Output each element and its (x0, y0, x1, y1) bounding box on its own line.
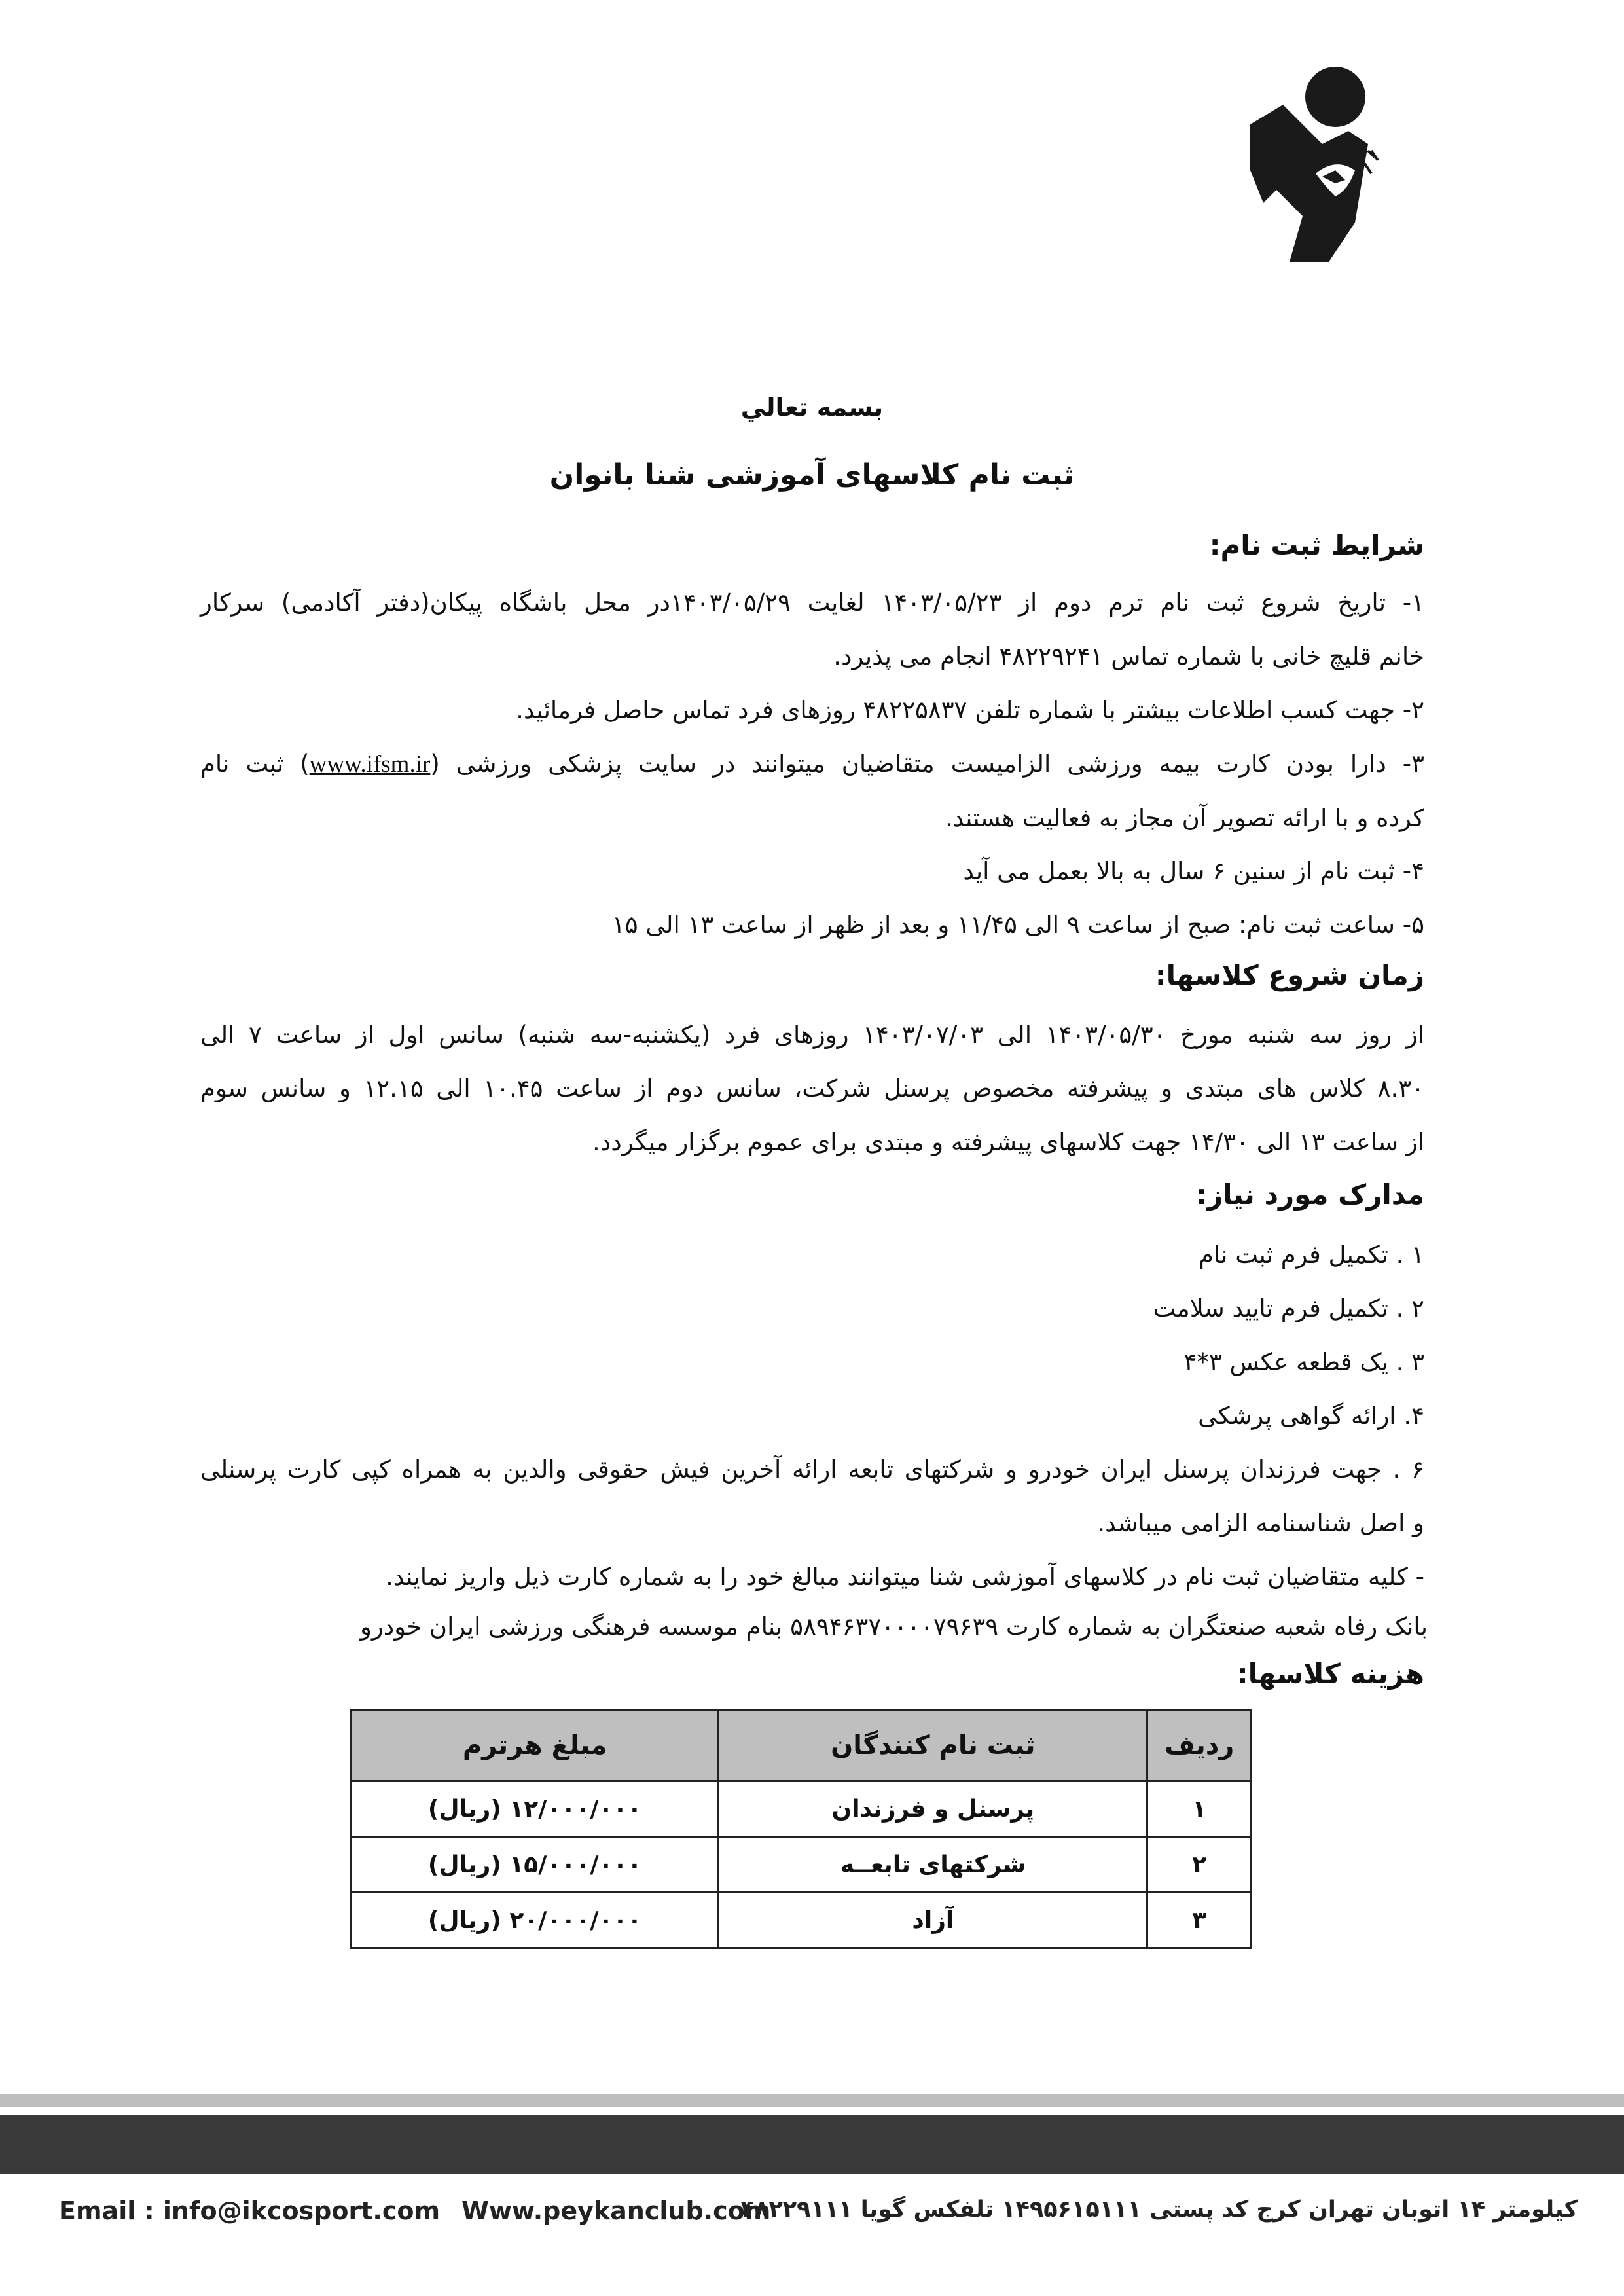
header-row-number: ردیف (1147, 1710, 1252, 1781)
documents-item-6-line-2: و اصل شناسنامه الزامی میباشد. (1097, 1509, 1424, 1537)
conditions-item-4: ۴- ثبت نام از سنین ۶ سال به بالا بعمل می آید (963, 857, 1424, 885)
table-row (352, 1837, 1252, 1893)
conditions-item-2: ۲- جهت کسب اطلاعات بیشتر با شماره تلفن ۴۸۲۲۵۸۳۷ روزهای فرد تماس حاصل فرمائید. (516, 696, 1424, 724)
documents-item-2: ۲ . تکمیل فرم تایید سلامت (1153, 1294, 1424, 1322)
start-time-line-1: از روز سه شنبه مورخ ۱۴۰۳/۰۵/۳۰ الی ۱۴۰۳/۰۷/۰۳ روزهای فرد (یکشنبه-سه شنبه) سانس اول از ساعت ۷ الی (200, 1021, 1425, 1049)
conditions-item-3-line-2: کرده و با ارائه تصویر آن مجاز به فعالیت هستند. (945, 804, 1424, 832)
fee-cell: ۲۰/۰۰۰/۰۰۰ (ریال) (352, 1893, 719, 1948)
footer (59, 2190, 1578, 2236)
conditions-title: شرایط ثبت نام: (1209, 529, 1424, 561)
fee-cell: ۱۵/۰۰۰/۰۰۰ (ریال) (352, 1837, 719, 1893)
fees-title: هزینه کلاسها: (1236, 1658, 1424, 1690)
start-time-line-3: از ساعت ۱۳ الی ۱۴/۳۰ جهت کلاسهای پیشرفته و مبتدی برای عموم برگزار میگردد. (592, 1128, 1424, 1156)
conditions-item-1-line-1: ۱- تاریخ شروع ثبت نام ترم دوم از ۱۴۰۳/۰۵/۲۳ لغایت ۱۴۰۳/۰۵/۲۹در محل باشگاه پیکان(دفتر آکادمی) سرکار (200, 589, 1424, 617)
conditions-item-3-before: ۳- دارا بودن کارت بیمه ورزشی الزامیست متقاضیان میتوانند در سایت پزشکی ورزشی ( (430, 750, 1424, 778)
documents-item-1: ۱ . تکمیل فرم ثبت نام (1198, 1241, 1424, 1269)
footer-light-bar (0, 2094, 1624, 2107)
conditions-item-3-line-1 (200, 737, 1424, 792)
documents-title: مدارک مورد نیاز: (1196, 1178, 1424, 1211)
footer-dark-bar (0, 2115, 1624, 2174)
start-time-title: زمان شروع کلاسها: (1155, 959, 1424, 991)
row-number-cell: ۱ (1147, 1781, 1252, 1837)
header-registrants: ثبت نام کنندگان (719, 1710, 1147, 1781)
start-time-text (200, 1008, 1424, 1169)
conditions-item-5: ۵- ساعت ثبت نام: صبح از ساعت ۹ الی ۱۱/۴۵ و بعد از ظهر از ساعت ۱۳ الی ۱۵ (611, 911, 1424, 939)
footer-website[interactable]: Www.peykanclub.com (461, 2196, 771, 2225)
fee-cell: ۱۲/۰۰۰/۰۰۰ (ریال) (352, 1781, 719, 1837)
logo-emblem-icon (1237, 65, 1545, 282)
registrants-cell: آزاد (719, 1893, 1147, 1948)
payment-note-line-1: - کلیه متقاضیان ثبت نام در کلاسهای آموزشی شنا میتوانند مبالغ خود را به شماره کارت ذیل واریز نمایند. (386, 1563, 1424, 1591)
row-number-cell: ۳ (1147, 1893, 1252, 1948)
conditions-item-1 (200, 576, 1424, 683)
table-row (352, 1781, 1252, 1837)
fees-table-header-row (352, 1710, 1252, 1781)
ifsm-website-link[interactable]: www.ifsm.ir (309, 751, 431, 778)
documents-item-3: ۳ . یک قطعه عکس ۳*۴ (1183, 1348, 1424, 1376)
table-row (352, 1893, 1252, 1948)
documents-item-6 (200, 1443, 1424, 1550)
footer-email[interactable]: Email : info@ikcosport.com (59, 2196, 441, 2225)
conditions-item-3 (200, 737, 1424, 845)
documents-item-4: ۴. ارائه گواهی پرشکی (1198, 1402, 1424, 1430)
registrants-cell: پرسنل و فرزندان (719, 1781, 1147, 1837)
conditions-item-1-line-2: خانم قلیچ خانی با شماره تماس ۴۸۲۲۹۲۴۱ انجام می پذیرد. (833, 642, 1424, 670)
start-time-line-2: ۸.۳۰ کلاس های مبتدی و پیشرفته مخصوص پرسنل شرکت، سانس دوم از ساعت ۱۰.۴۵ الی ۱۲.۱۵ و سانس سوم (200, 1074, 1424, 1102)
conditions-item-3-after: ) ثبت نام (200, 750, 310, 778)
payment-note-line-2: بانک رفاه شعبه صنعتگران به شماره کارت ۵۸۹۴۶۳۷۰۰۰۰۷۹۶۳۹ بنام موسسه فرهنگی ورزشی ایران خودرو (359, 1613, 1428, 1641)
documents-item-6-line-1: ۶ . جهت فرزندان پرسنل ایران خودرو و شرکتهای تابعه ارائه آخرین فیش حقوقی والدین به همراه کپی کارت پرسنلی (200, 1455, 1424, 1484)
organization-logo (1237, 65, 1545, 282)
header-fee: مبلغ هرترم (352, 1710, 719, 1781)
footer-address: کیلومتر ۱۴ اتوبان تهران کرج کد پستی ۱۴۹۵۶۱۵۱۱۱ تلفکس گویا ۴۸۲۲۹۱۱۱ (740, 2196, 1578, 2223)
fees-table (350, 1709, 1252, 1949)
row-number-cell: ۲ (1147, 1837, 1252, 1893)
registrants-cell: شرکتهای تابعــه (719, 1837, 1147, 1893)
bismillah-heading: بسمه تعالي (740, 393, 884, 422)
page-title: ثبت نام کلاسهای آموزشی شنا بانوان (549, 458, 1075, 492)
